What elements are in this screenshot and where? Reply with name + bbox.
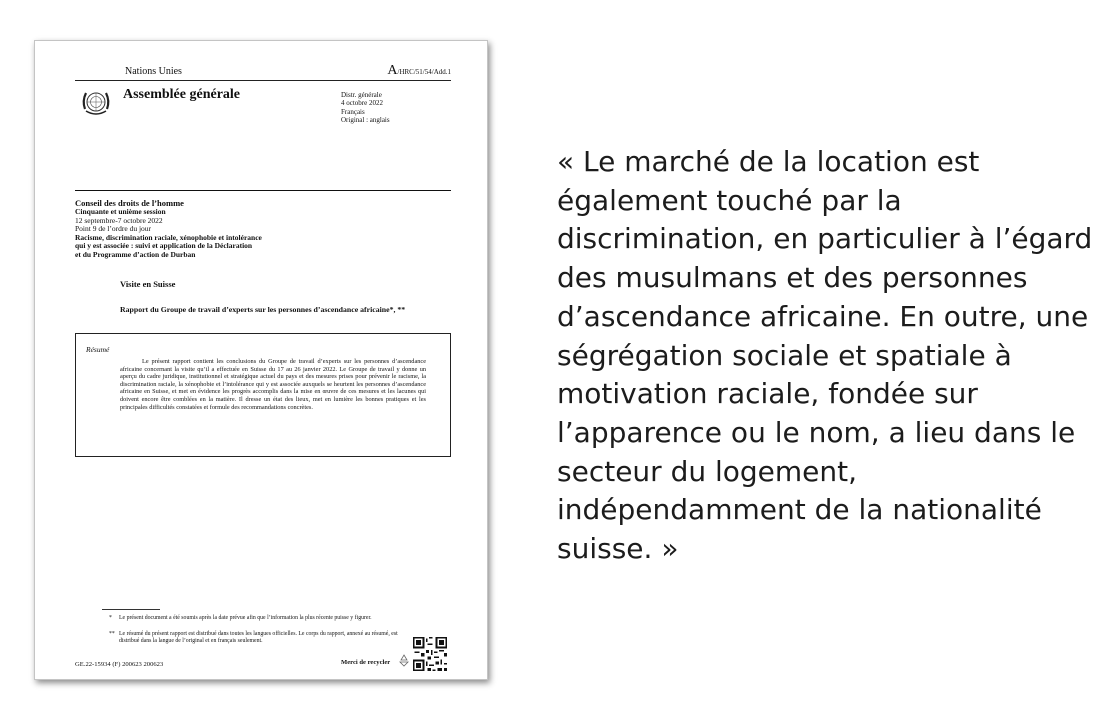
council-name: Conseil des droits de l’homme	[75, 198, 184, 208]
distribution-date: 4 octobre 2022	[341, 99, 383, 108]
document-reference: GE.22-15934 (F) 200623 200623	[75, 661, 164, 668]
recycle-text: Merci de recycler	[341, 659, 391, 666]
footnote-text: Le présent document a été soumis après la date prévue afin que l’information la plus récente puisse y figurer.	[119, 615, 372, 621]
agenda-title-line: Racisme, discrimination raciale, xénophobie et intolérance	[75, 232, 262, 242]
footnote-rule	[102, 609, 160, 610]
title-rule	[75, 190, 451, 191]
distribution-type: Distr. générale	[341, 91, 382, 99]
summary-paragraph: Le présent rapport contient les conclusions du Groupe de travail d’experts sur les personnes d’ascendance africaine concernant la visite qu’il a effectuée en Suisse du 17 au 26 janvier 2022. Le Groupe de travail y donne un aperçu du cadre juridique, institutionnel et stratégique actuel du pays et des mesures prises pour prévenir le racisme, la discrimination raciale, la xénophobie et l’intolérance qui y est associée auxquels se heurtent les personnes d’ascendance africaine en Suisse, et met en évidence les progrès accomplis dans la mise en œuvre de ces mesures et les lacunes qui doivent encore être comblées en la matière. Il dresse un état des lieux, met en lumière les bonnes pratiques et les principales difficultés constatées et formule des recommandations concrètes.	[120, 358, 426, 411]
distribution-block	[341, 91, 390, 124]
document-symbol	[387, 63, 451, 79]
footnote-mark: *	[109, 615, 112, 621]
footnote-text: Le résumé du présent rapport est distribué dans toutes les langues officielles. Le corps du rapport, annexé au résumé, est distribué dans la langue de l’original et en français seulement.	[119, 631, 398, 644]
summary-label: Résumé	[86, 345, 110, 354]
distribution-language: Français	[341, 107, 365, 116]
council-block	[75, 198, 305, 259]
recycle-icon	[397, 653, 411, 667]
quote-text: « Le marché de la location est également touché par la discrimination, en particulier à l’égard des musulmans et des personnes d’ascendance africaine. En outre, une ségrégation sociale et spatiale à motivation raciale, fondée sur l’apparence ou le nom, a lieu dans le secteur du logement, indépendamment de la nationalité suisse. »	[557, 145, 1093, 566]
footnote-mark: **	[109, 631, 115, 637]
agenda-title-line: qui y est associée : suivi et application de la Déclaration	[75, 241, 253, 250]
visit-title: Visite en Suisse	[120, 279, 176, 289]
un-emblem-icon	[79, 87, 113, 119]
summary-text	[120, 358, 426, 411]
distribution-original: Original : anglais	[341, 115, 390, 124]
document-page	[34, 40, 488, 680]
footnote	[109, 615, 409, 622]
summary-box	[75, 333, 451, 457]
agenda-title-line: et du Programme d’action de Durban	[75, 249, 196, 259]
council-session: Cinquante et unième session	[75, 207, 166, 216]
symbol-prefix: A	[387, 63, 398, 78]
agenda-item: Point 9 de l’ordre du jour	[75, 224, 152, 233]
organization-name: Nations Unies	[125, 66, 182, 77]
council-dates: 12 septembre-7 octobre 2022	[75, 215, 163, 225]
footnote	[109, 631, 409, 645]
header-rule	[75, 80, 451, 81]
qr-code-icon	[413, 637, 447, 671]
symbol-rest: /HRC/51/54/Add.1	[397, 68, 451, 76]
assembly-title: Assemblée générale	[123, 87, 241, 102]
report-title: Rapport du Groupe de travail d’experts sur les personnes d’ascendance africaine*, **	[120, 305, 406, 314]
